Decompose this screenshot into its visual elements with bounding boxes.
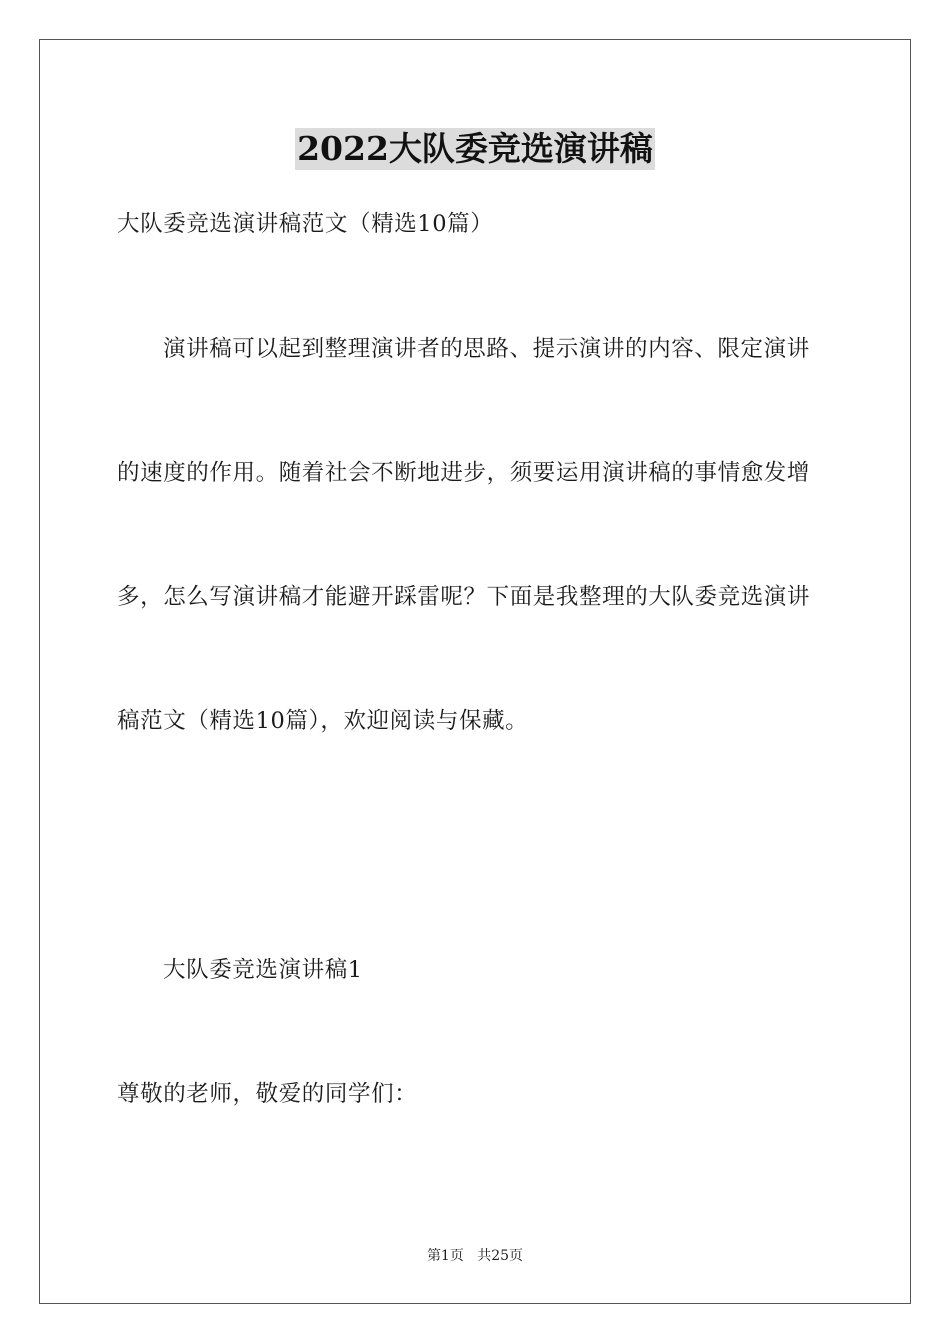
title-container <box>0 128 950 170</box>
page-footer <box>0 1247 950 1265</box>
intro-line-1: 演讲稿可以起到整理演讲者的思路、提示演讲的内容、限定演讲 <box>163 336 810 362</box>
document-subtitle: 大队委竞选演讲稿范文（精选10篇） <box>117 211 494 237</box>
section-heading: 大队委竞选演讲稿1 <box>163 957 363 983</box>
intro-line-2: 的速度的作用。随着社会不断地进步，须要运用演讲稿的事情愈发增 <box>117 460 811 486</box>
page-number-total: 共25页 <box>477 1248 524 1264</box>
salutation: 尊敬的老师，敬爱的同学们： <box>117 1081 418 1107</box>
document-title: 2022大队委竞选演讲稿 <box>297 129 653 168</box>
intro-line-4: 稿范文（精选10篇），欢迎阅读与保藏。 <box>117 708 529 734</box>
intro-line-3: 多，怎么写演讲稿才能避开踩雷呢？下面是我整理的大队委竞选演讲 <box>117 584 811 610</box>
page-number-current: 第1页 <box>426 1248 464 1264</box>
